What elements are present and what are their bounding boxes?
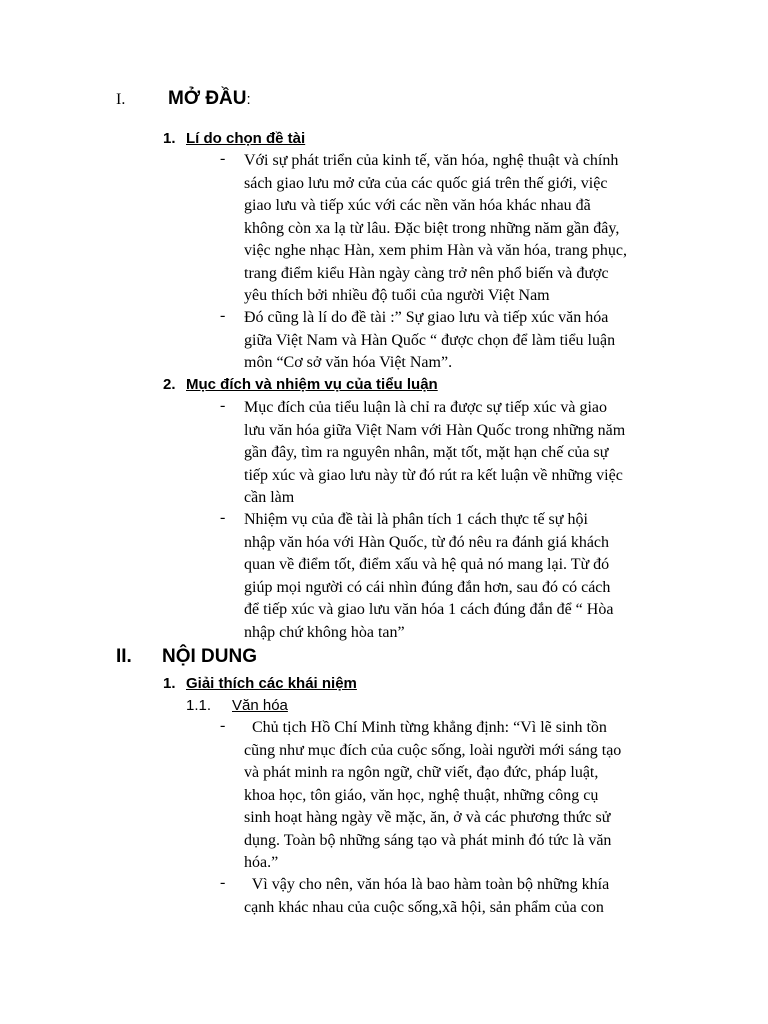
subsection-1-1-title xyxy=(186,130,305,147)
subsection-2-1-1-title xyxy=(232,697,288,714)
text-line: sinh hoạt hàng ngày về mặc, ăn, ở và các phương thức sử xyxy=(244,809,611,826)
text-line: Chủ tịch Hồ Chí Minh từng khẳng định: “Vì lẽ sinh tồn xyxy=(244,719,607,736)
subsection-2-1-title-text: Giải thích các khái niệm xyxy=(186,675,357,692)
text-line: môn “Cơ sở văn hóa Việt Nam”. xyxy=(244,354,453,371)
text-line: hóa.” xyxy=(244,854,279,871)
subsection-2-1-1-title-text: Văn hóa xyxy=(232,697,288,714)
text-line: yêu thích bởi nhiều độ tuổi của người Việt Nam xyxy=(244,287,550,304)
text-line: cần làm xyxy=(244,489,295,506)
paragraph-purpose xyxy=(244,397,684,510)
text-line: giao lưu và tiếp xúc với các nền văn hóa khác nhau đã xyxy=(244,197,591,214)
text-line: và phát minh ra ngôn ngữ, chữ viết, đạo đức, pháp luật, xyxy=(244,764,599,781)
paragraph-reason-2 xyxy=(244,307,684,375)
text-line: dụng. Toàn bộ những sáng tạo và phát minh đó tức là văn xyxy=(244,831,612,849)
bullet-marker: - xyxy=(220,874,226,891)
paragraph-reason-1 xyxy=(244,150,684,308)
text-line: Vì vậy cho nên, văn hóa là bao hàm toàn bộ những khía xyxy=(244,876,610,893)
text-line: không còn xa lạ từ lâu. Đặc biệt trong những năm gần đây, xyxy=(244,219,620,237)
bullet-marker: - xyxy=(220,397,226,414)
section-1-title-text: MỞ ĐẦU xyxy=(168,88,247,109)
text-line: giúp mọi người có cái nhìn đúng đắn hơn, sau đó có cách xyxy=(244,578,611,596)
text-line: nhập chứ không hòa tan” xyxy=(244,623,405,641)
subsection-1-2-title-text: Mục đích và nhiệm vụ của tiểu luận xyxy=(186,376,438,393)
text-line: nhập văn hóa với Hàn Quốc, từ đó nêu ra đánh giá khách xyxy=(244,533,610,551)
text-line: việc nghe nhạc Hàn, xem phim Hàn và văn hóa, trang phục, xyxy=(244,242,627,259)
text-line: lưu văn hóa giữa Việt Nam với Hàn Quốc trong những năm xyxy=(244,421,626,439)
text-line: Với sự phát triển của kinh tế, văn hóa, nghệ thuật và chính xyxy=(244,152,619,169)
text-line: khoa học, tôn giáo, văn học, nghệ thuật, những công cụ xyxy=(244,786,599,804)
bullet-marker: - xyxy=(220,509,226,526)
subsection-2-1-number: 1. xyxy=(163,675,176,692)
paragraph-culture-definition xyxy=(244,874,684,919)
text-line: cạnh khác nhau của cuộc sống,xã hội, sản phẩm của con xyxy=(244,898,604,916)
section-1-colon: : xyxy=(246,91,251,108)
subsection-1-2-number: 2. xyxy=(163,376,176,393)
text-line: Mục đích của tiểu luận là chỉ ra được sự tiếp xúc và giao xyxy=(244,399,608,416)
text-line: tiếp xúc và giao lưu này từ đó rút ra kết luận về những việc xyxy=(244,466,623,484)
text-line: gần đây, tìm ra nguyên nhân, mặt tốt, mặt hạn chế của sự xyxy=(244,444,609,461)
text-line: trang điểm kiểu Hàn ngày càng trở nên phổ biến và được xyxy=(244,264,609,282)
text-line: Đó cũng là lí do đề tài :” Sự giao lưu và tiếp xúc văn hóa xyxy=(244,309,609,326)
section-2-title: NỘI DUNG xyxy=(162,646,257,667)
section-1-title xyxy=(168,88,251,110)
paragraph-task xyxy=(244,509,684,644)
text-line: cũng như mục đích của cuộc sống, loài người mới sáng tạo xyxy=(244,741,622,759)
text-line: giữa Việt Nam và Hàn Quốc “ được chọn để làm tiểu luận xyxy=(244,331,616,349)
bullet-marker: - xyxy=(220,307,226,324)
subsection-1-1-number: 1. xyxy=(163,130,176,147)
subsection-1-2-title xyxy=(186,376,438,393)
text-line: để tiếp xúc và giao lưu văn hóa 1 cách đúng đắn để “ Hòa xyxy=(244,601,614,618)
section-2-number: II. xyxy=(116,646,132,667)
bullet-marker: - xyxy=(220,717,226,734)
bullet-marker: - xyxy=(220,150,226,167)
subsection-2-1-1-number: 1.1. xyxy=(186,697,212,714)
text-line: sách giao lưu mở cửa của các quốc giá trên thế giới, việc xyxy=(244,174,608,192)
subsection-1-1-title-text: Lí do chọn đề tài xyxy=(186,130,306,147)
text-line: Nhiệm vụ của đề tài là phân tích 1 cách thực tế sự hội xyxy=(244,511,588,528)
subsection-2-1-title xyxy=(186,675,357,692)
paragraph-culture-quote xyxy=(244,717,684,875)
text-line: quan về điểm tốt, điểm xấu và hệ quả nó mang lại. Từ đó xyxy=(244,556,610,573)
section-1-number: I. xyxy=(116,91,126,108)
